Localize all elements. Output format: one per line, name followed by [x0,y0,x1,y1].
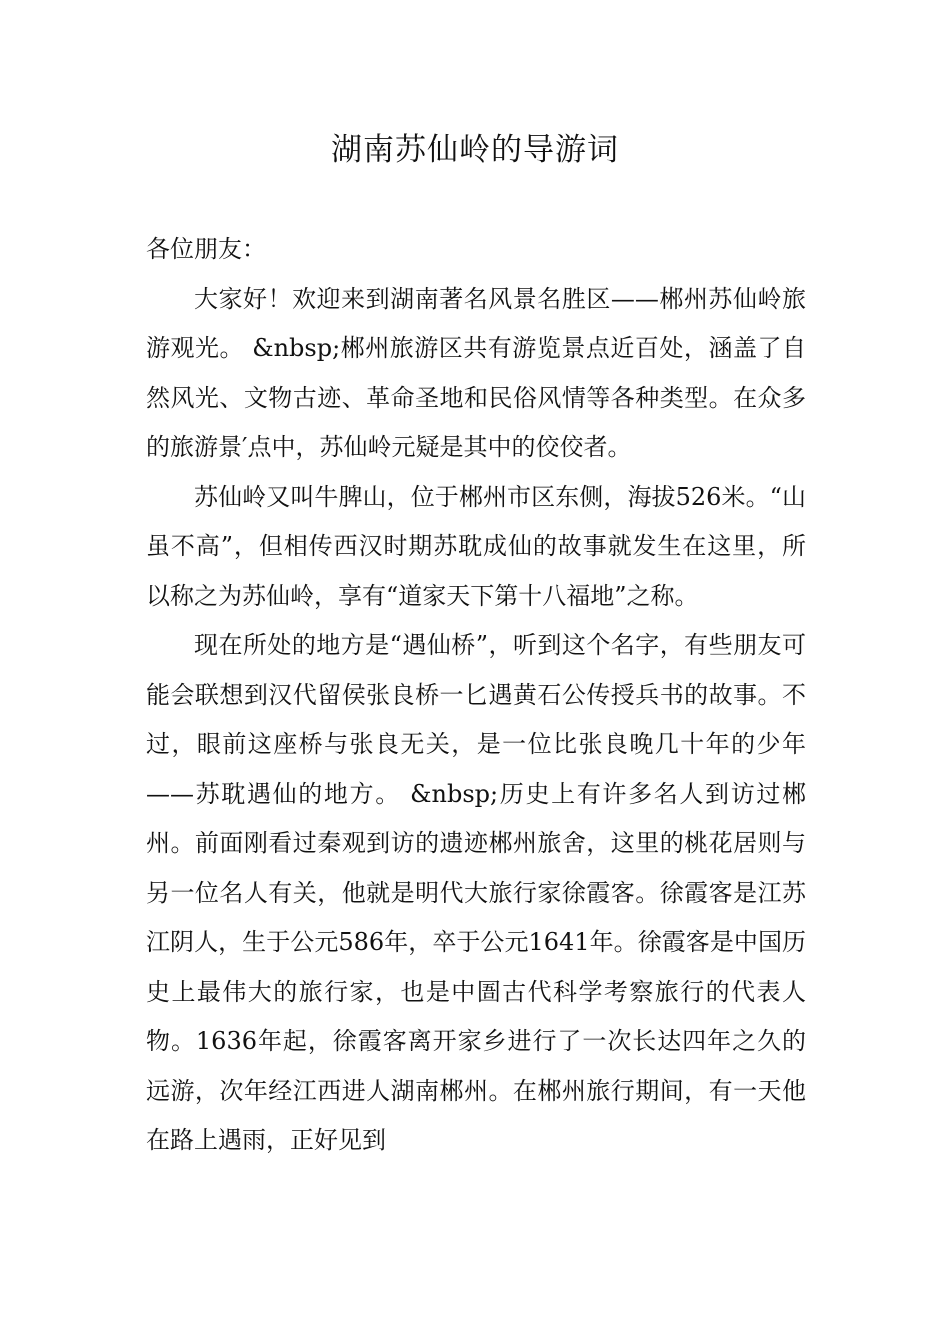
paragraph-1: 大家好！欢迎来到湖南著名风景名胜区——郴州苏仙岭旅游观光。 &nbsp;郴州旅游区共有游览景点近百处，涵盖了自然风光、文物古迹、革命圣地和民俗风情等各种类型。在众多的旅游景′点中，苏仙岭元疑是其中的佼佼者。 [146,284,806,461]
greeting: 各位朋友： [146,235,266,263]
paragraph-3: 现在所处的地方是“遇仙桥”，听到这个名字，有些朋友可能会联想到汉代留侯张良桥一匕遇黄石公传授兵书的故事。不过，眼前这座桥与张良无关，是一位比张良晚几十年的少年——苏耽遇仙的地方。 &nbsp;历史上有许多名人到访过郴州。前面刚看过秦观到访的遗迹郴州旅舍，这里的桃花居则与另一位名人有关，他就是明代大旅行家徐霞客。徐霞客是江苏江阴人，生于公元586年，卒于公元1641年。徐霞客是中国历史上最伟大的旅行家，也是中圄古代科学考察旅行的代表人物。1636年起，徐霞客离开家乡进行了一次长达四年之久的远游，次年经江西进人湖南郴州。在郴州旅行期间，有一天他在路上遇雨，正好见到 [146,631,806,1154]
document-body [146,225,806,1166]
page-title: 湖南苏仙岭的导游词 [331,132,619,168]
paragraph-2: 苏仙岭又叫牛脾山，位于郴州市区东侧，海拔526米。“山虽不高”，但相传西汉时期苏耽成仙的故事就发生在这里，所以称之为苏仙岭，享有“道家天下第十八福地”之称。 [146,482,806,610]
